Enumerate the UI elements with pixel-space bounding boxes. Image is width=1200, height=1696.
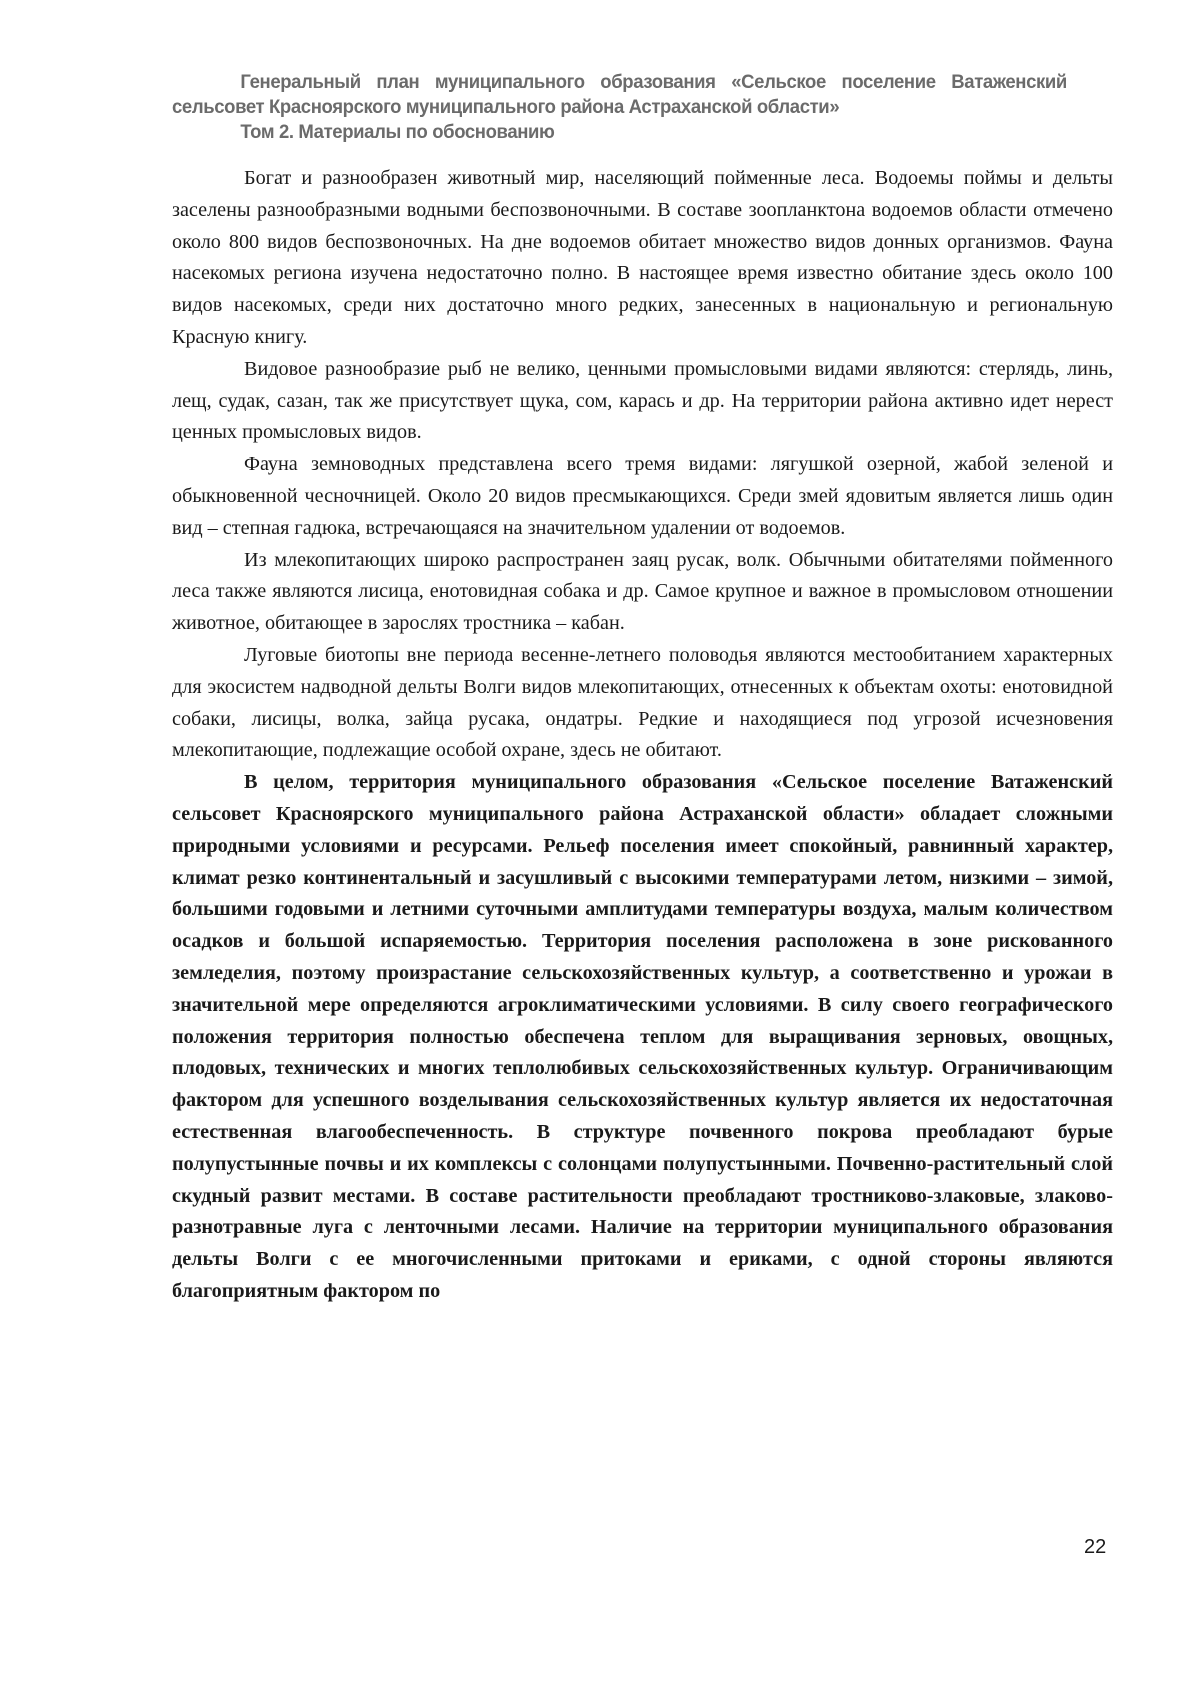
paragraph-mammals: Из млекопитающих широко распространен заяц русак, волк. Обычными обитателями пойменного леса также являются лисица, енотовидная собака и др. Самое крупное и важное в промысловом отношении животное, обитающее в зарослях тростника – кабан. xyxy=(172,548,1113,635)
paragraph-amphibians-reptiles: Фауна земноводных представлена всего тремя видами: лягушкой озерной, жабой зеленой и обыкновенной чесночницей. Около 20 видов пресмыкающихся. Среди змей ядовитым является лишь один вид – степная гадюка, встречающаяся на значительном удалении от водоемов. xyxy=(172,453,1113,539)
paragraph-meadow-biotopes: Луговые биотопы вне периода весенне-летнего половодья являются местообитанием характерных для экосистем надводной дельты Волги видов млекопитающих, отнесенных к объектам охоты: енотовидной собаки, лисицы, волка, зайца русака, ондатры. Редкие и находящиеся под угрозой исчезновения млекопитающие, подлежащие особой охране, здесь не обитают. xyxy=(172,643,1113,762)
paragraph-summary: В целом, территория муниципального образования «Сельское поселение Ватаженский сельсовет Красноярского муниципального района Астраханской области» обладает сложными природными условиями и ресурсами. Рельеф поселения имеет спокойный, равнинный характер, климат резко континентальный и засушливый с высокими температурами летом, низкими – зимой, большими годовыми и летними суточными амплитудами температуры воздуха, малым количеством осадков и большой испаряемостью. Территория поселения расположена в зоне рискованного земледелия, поэтому произрастание сельскохозяйственных культур, а соответственно и урожаи в значительной мере определяются агроклиматическими условиями. В силу своего географического положения территория полностью обеспечена теплом для выращивания зерновых, овощных, плодовых, технических и многих теплолюбивых сельскохозяйственных культур. Ограничивающим фактором для успешного возделывания сельскохозяйственных культур является их недостаточная естественная влагообеспеченность. В структуре почвенного покрова преобладают бурые полупустынные почвы и их комплексы с солонцами полупустынными. Почвенно-растительный слой скудный развит местами. В составе растительности преобладают тростниково-злаковые, злаково-разнотравные луга с ленточными лесами. Наличие на территории муниципального образования дельты Волги с ее многочисленными притоками и ериками, с одной стороны являются благоприятным фактором по xyxy=(172,771,1113,1302)
paragraph-fauna-overview: Богат и разнообразен животный мир, населяющий пойменные леса. Водоемы поймы и дельты заселены разнообразными водными беспозвоночными. В составе зоопланктона водоемов области отмечено около 800 видов беспозвоночных. На дне водоемов обитает множество видов донных организмов. Фауна насекомых региона изучена недостаточно полно. В настоящее время известно обитание здесь около 100 видов насекомых, среди них достаточно много редких, занесенных в национальную и региональную Красную книгу. xyxy=(172,167,1113,348)
running-header xyxy=(172,70,1067,145)
header-title-line-2: сельсовет Красноярского муниципального района Астраханской области» xyxy=(172,96,840,118)
page-number: 22 xyxy=(1084,1536,1107,1558)
header-title-line-1: Генеральный план муниципального образования «Сельское поселение Ватаженский xyxy=(240,71,1067,93)
paragraph-fish: Видовое разнообразие рыб не велико, ценными промысловыми видами являются: стерлядь, линь, лещ, судак, сазан, так же присутствует щука, сом, карась и др. На территории района активно идет нерест ценных промысловых видов. xyxy=(172,357,1113,444)
header-volume-line: Том 2. Материалы по обоснованию xyxy=(240,121,555,143)
document-body xyxy=(172,163,1113,1308)
